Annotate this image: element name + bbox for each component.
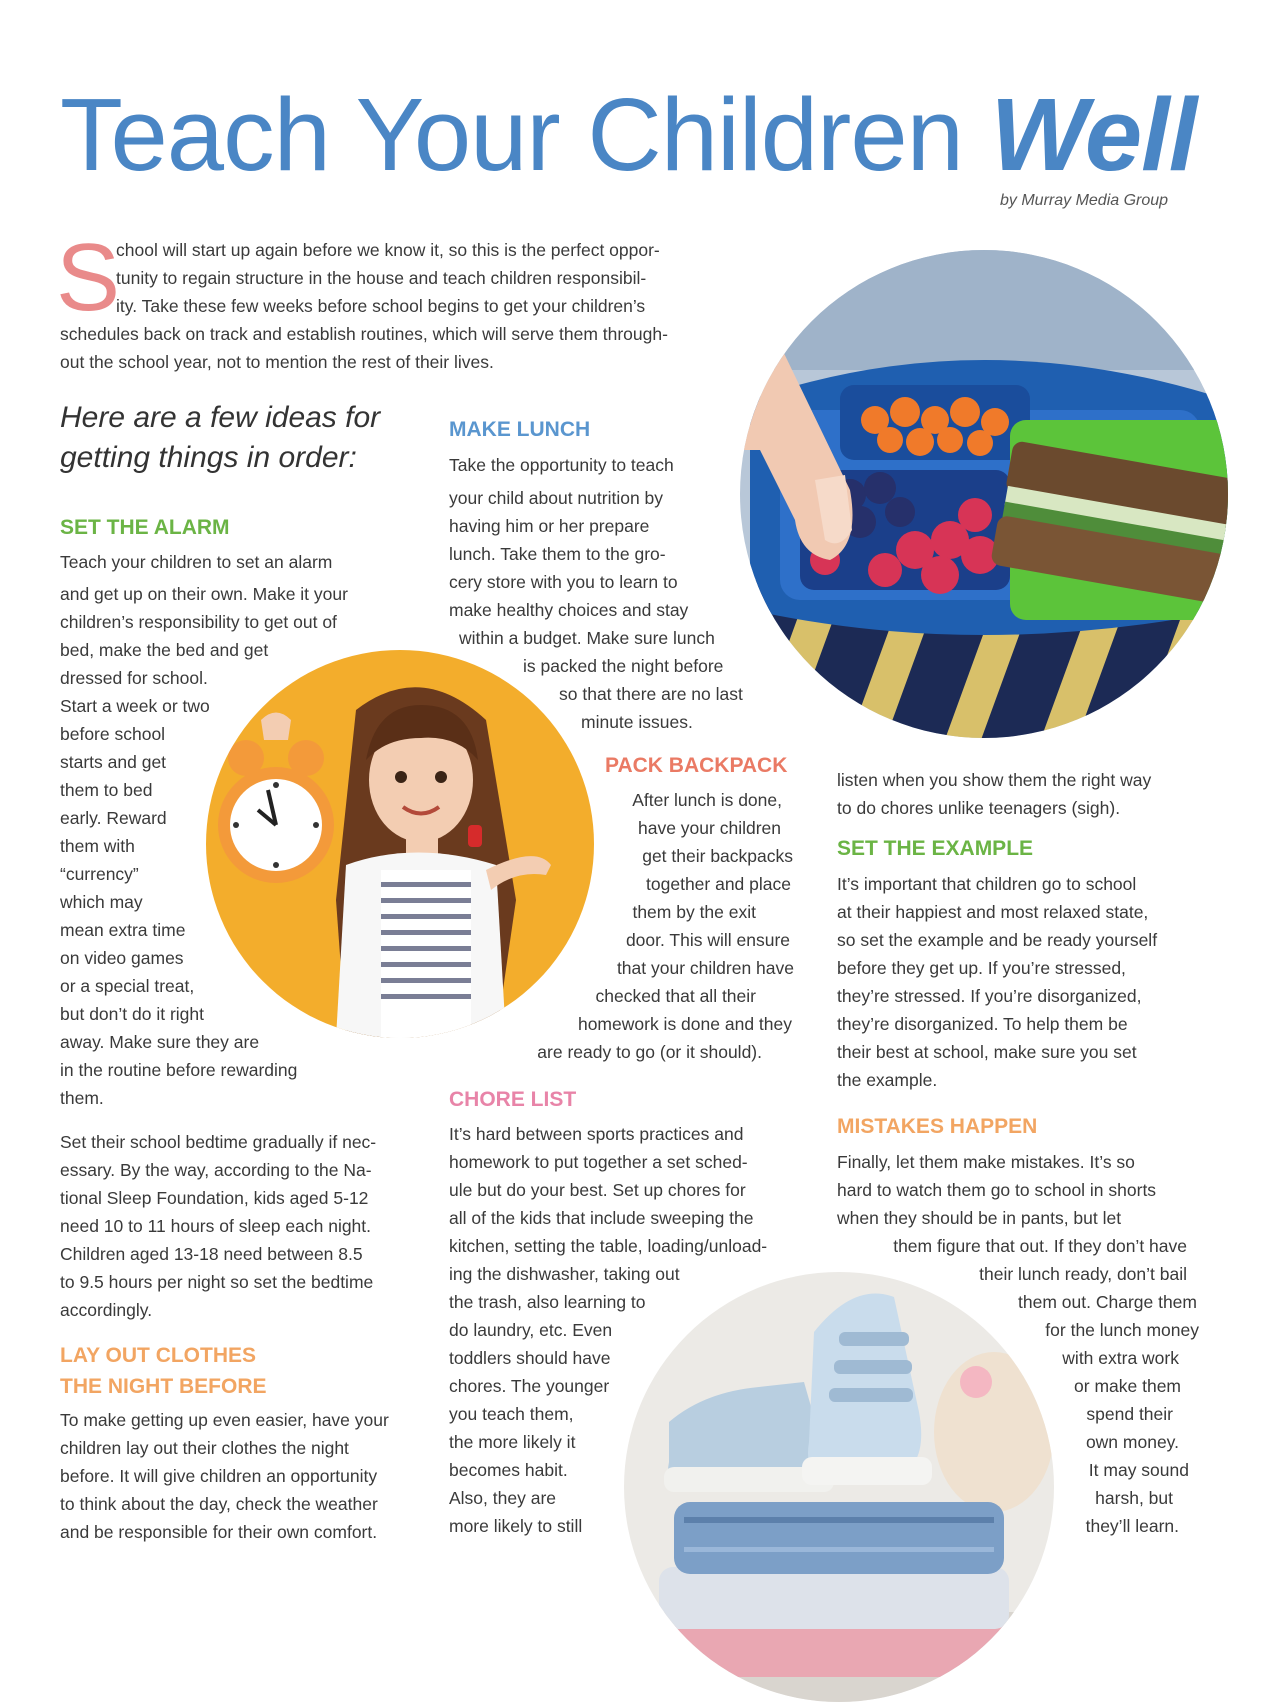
mistakes-line: when they should be in pants, but let (837, 1208, 1122, 1228)
bedtime-text (60, 1128, 420, 1324)
intro-line: tunity to regain structure in the house and teach children responsibil- (116, 268, 647, 288)
bedtime-line: Set their school bedtime gradually if nec- (60, 1132, 377, 1152)
example-line: It’s important that children go to school (837, 874, 1137, 894)
mistakes-line: or make them (1074, 1376, 1181, 1396)
alarm-line: on video games (60, 948, 184, 968)
lunch-line: your child about nutrition by (449, 488, 664, 508)
chore-line: all of the kids that include sweeping the (449, 1208, 754, 1228)
clothes-text (60, 1406, 430, 1546)
lunch-line: Take the opportunity to teach (449, 455, 674, 475)
backpack-line: get their backpacks (642, 846, 793, 866)
chore-continued-line: listen when you show them the right way (837, 770, 1152, 790)
chore-line: chores. The younger (449, 1376, 610, 1396)
page-title (60, 78, 1196, 191)
alarm-line: but don’t do it right (60, 1004, 204, 1024)
bedtime-line: Children aged 13-18 need between 8.5 (60, 1244, 363, 1264)
mistakes-line: they’ll learn. (1085, 1516, 1179, 1536)
mistakes-line: Finally, let them make mistakes. It’s so (837, 1152, 1135, 1172)
ideas-heading (60, 398, 380, 478)
drop-cap: S (56, 224, 121, 331)
mistakes-line: hard to watch them go to school in shorts (837, 1180, 1157, 1200)
chore-line: Also, they are (449, 1488, 556, 1508)
chore-line: It’s hard between sports practices and (449, 1124, 744, 1144)
chore-line: you teach them, (449, 1404, 574, 1424)
intro-line: schedules back on track and establish routines, which will serve them through- (60, 324, 668, 344)
mistakes-line: harsh, but (1095, 1488, 1173, 1508)
clothes-line: children lay out their clothes the night (60, 1438, 349, 1458)
mistakes-line: spend their (1086, 1404, 1173, 1424)
alarm-line: them to bed (60, 780, 153, 800)
example-line: they’re stressed. If you’re disorganized, (837, 986, 1142, 1006)
intro-line: chool will start up again before we know it, so this is the perfect oppor- (116, 240, 660, 260)
lunch-line: so that there are no last (559, 684, 743, 704)
chore-continued-text (837, 766, 1217, 822)
alarm-line: them with (60, 836, 135, 856)
bedtime-line: tional Sleep Foundation, kids aged 5-12 (60, 1188, 369, 1208)
intro-line: out the school year, not to mention the rest of their lives. (60, 352, 494, 372)
alarm-line: which may (60, 892, 143, 912)
chore-line: ing the dishwasher, taking out (449, 1264, 680, 1284)
alarm-line: Teach your children to set an alarm (60, 552, 333, 572)
alarm-line: before school (60, 724, 166, 744)
chore-line: homework to put together a set sched- (449, 1152, 748, 1172)
alarm-line: away. Make sure they are (60, 1032, 260, 1052)
clothes-line: To make getting up even easier, have your (60, 1410, 389, 1430)
chore-line: the trash, also learning to (449, 1292, 646, 1312)
title-main: Teach Your Children (60, 77, 991, 192)
alarm-line: “currency” (60, 864, 139, 884)
lunch-line: is packed the night before (523, 656, 724, 676)
heading-line: LAY OUT CLOTHES (60, 1344, 257, 1367)
chore-continued-line: to do chores unlike teenagers (sigh). (837, 798, 1121, 818)
chore-line: kitchen, setting the table, loading/unload- (449, 1236, 768, 1256)
backpack-line: homework is done and they (577, 1014, 792, 1034)
clothes-line: before. It will give children an opportunity (60, 1466, 378, 1486)
heading-lay-out-clothes (60, 1340, 267, 1402)
mistakes-line: It may sound (1088, 1460, 1189, 1480)
alarm-text (60, 548, 400, 1112)
alarm-line: children’s responsibility to get out of (60, 612, 337, 632)
lunch-line: cery store with you to learn to (449, 572, 678, 592)
ideas-heading-line: getting things in order: (60, 441, 357, 474)
backpack-line: have your children (638, 818, 781, 838)
bedtime-line: accordingly. (60, 1300, 153, 1320)
heading-pack-backpack: PACK BACKPACK (605, 754, 788, 777)
bedtime-line: need 10 to 11 hours of sleep each night. (60, 1216, 372, 1236)
alarm-line: Start a week or two (60, 696, 210, 716)
chore-line: the more likely it (449, 1432, 576, 1452)
mistakes-line: for the lunch money (1045, 1320, 1199, 1340)
backpack-line: that your children have (616, 958, 794, 978)
chore-line: do laundry, etc. Even (449, 1320, 613, 1340)
alarm-line: early. Reward (60, 808, 167, 828)
lunch-line: having him or her prepare (449, 516, 650, 536)
backpack-text (498, 786, 798, 1066)
mistakes-line: with extra work (1062, 1348, 1179, 1368)
heading-mistakes-happen: MISTAKES HAPPEN (837, 1115, 1038, 1138)
lunch-line: lunch. Take them to the gro- (449, 544, 666, 564)
heading-set-the-alarm: SET THE ALARM (60, 516, 230, 539)
backpack-line: together and place (646, 874, 791, 894)
backpack-line: After lunch is done, (632, 790, 782, 810)
backpack-line: them by the exit (632, 902, 756, 922)
intro-paragraph (56, 224, 740, 376)
alarm-line: starts and get (60, 752, 167, 772)
clothes-line: and be responsible for their own comfort. (60, 1522, 378, 1542)
example-line: they’re disorganized. To help them be (837, 1014, 1128, 1034)
alarm-line: them. (60, 1088, 104, 1108)
example-line: before they get up. If you’re stressed, (837, 958, 1126, 978)
alarm-line: or a special treat, (60, 976, 195, 996)
example-text (837, 870, 1227, 1094)
example-line: so set the example and be ready yourself (837, 930, 1158, 950)
mistakes-line: own money. (1085, 1432, 1179, 1452)
example-line: at their happiest and most relaxed state, (837, 902, 1149, 922)
example-line: their best at school, make sure you set (837, 1042, 1137, 1062)
bedtime-line: to 9.5 hours per night so set the bedtime (60, 1272, 374, 1292)
mistakes-line: their lunch ready, don’t bail (979, 1264, 1187, 1284)
heading-make-lunch: MAKE LUNCH (449, 418, 591, 441)
lunch-line: within a budget. Make sure lunch (459, 628, 715, 648)
ideas-heading-line: Here are a few ideas for (60, 401, 381, 434)
lunch-line: minute issues. (581, 712, 693, 732)
mistakes-line: them out. Charge them (1018, 1292, 1197, 1312)
chore-line: becomes habit. (449, 1460, 568, 1480)
heading-set-the-example: SET THE EXAMPLE (837, 837, 1034, 860)
alarm-line: in the routine before rewarding (60, 1060, 298, 1080)
backpack-line: are ready to go (or it should). (537, 1042, 762, 1062)
clothes-line: to think about the day, check the weather (60, 1494, 378, 1514)
byline: by Murray Media Group (1000, 192, 1169, 209)
bedtime-line: essary. By the way, according to the Na- (60, 1160, 372, 1180)
mistakes-line: them figure that out. If they don’t have (893, 1236, 1187, 1256)
lunch-line: make healthy choices and stay (449, 600, 689, 620)
alarm-line: mean extra time (60, 920, 186, 940)
intro-line: ity. Take these few weeks before school begins to get your children’s (116, 296, 646, 316)
example-line: the example. (837, 1070, 938, 1090)
alarm-line: and get up on their own. Make it your (60, 584, 348, 604)
backpack-line: checked that all their (595, 986, 756, 1006)
heading-line: THE NIGHT BEFORE (60, 1375, 267, 1398)
chore-line: ule but do your best. Set up chores for (449, 1180, 746, 1200)
backpack-line: door. This will ensure (625, 930, 790, 950)
alarm-line: bed, make the bed and get (60, 640, 269, 660)
lunchbox-photo (740, 250, 1228, 738)
lunch-text (449, 451, 779, 736)
mistakes-text (837, 1148, 1199, 1540)
alarm-line: dressed for school. (60, 668, 208, 688)
title-emphasis: Well (990, 77, 1197, 192)
heading-chore-list: CHORE LIST (449, 1088, 577, 1111)
chore-line: toddlers should have (449, 1348, 611, 1368)
chore-text (449, 1120, 819, 1540)
chore-line: more likely to still (449, 1516, 583, 1536)
